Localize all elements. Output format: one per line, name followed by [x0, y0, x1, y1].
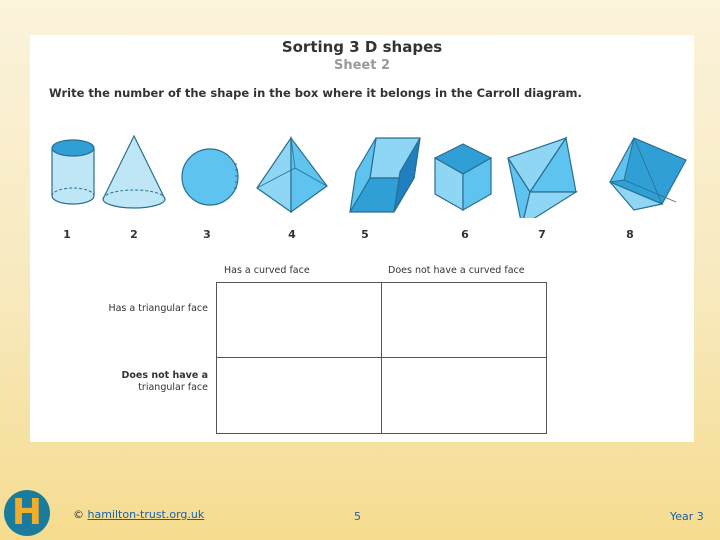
logo-letter: H — [11, 492, 43, 533]
page-number: 5 — [354, 510, 361, 523]
carroll-cell-not-curved-not-triangular[interactable] — [382, 358, 546, 433]
triangular-bipyramid-icon — [500, 134, 590, 218]
carroll-row-header-not-triangular — [84, 370, 208, 394]
worksheet — [30, 35, 694, 442]
shape-number-2: 2 — [130, 228, 138, 241]
cone-icon — [88, 134, 178, 218]
shape-number-1: 1 — [63, 228, 71, 241]
hamilton-logo — [4, 490, 50, 536]
carroll-cell-not-curved-triangular[interactable] — [382, 283, 546, 358]
page-title: Sorting 3 D shapes — [281, 38, 443, 56]
copyright-symbol: © — [73, 508, 84, 521]
year-label: Year 3 — [670, 510, 704, 523]
instruction-text: Write the number of the shape in the box where it belongs in the Carroll diagram. — [49, 86, 582, 100]
carroll-row-header-line-2: triangular face — [138, 382, 208, 393]
shape-number-7: 7 — [538, 228, 546, 241]
carroll-diagram — [216, 282, 547, 434]
copyright-line — [73, 508, 204, 521]
shape-number-8: 8 — [626, 228, 634, 241]
cube-icon — [418, 134, 508, 218]
carroll-col-header-not-curved: Does not have a curved face — [388, 265, 525, 276]
shape-number-5: 5 — [361, 228, 369, 241]
page-subtitle: Sheet 2 — [333, 58, 391, 73]
shape-number-4: 4 — [288, 228, 296, 241]
shape-number-3: 3 — [203, 228, 211, 241]
carroll-cell-curved-triangular[interactable] — [217, 283, 382, 358]
carroll-row-header-line-1: Does not have a — [121, 370, 208, 381]
carroll-row-header-triangular: Has a triangular face — [108, 303, 208, 314]
shape-number-6: 6 — [461, 228, 469, 241]
cuboid-icon — [336, 134, 426, 218]
square-pyramid-icon — [243, 134, 333, 218]
carroll-cell-curved-not-triangular[interactable] — [217, 358, 382, 433]
carroll-col-header-curved: Has a curved face — [224, 265, 310, 276]
site-link[interactable]: hamilton-trust.org.uk — [87, 508, 205, 521]
triangular-prism-icon — [598, 134, 688, 218]
